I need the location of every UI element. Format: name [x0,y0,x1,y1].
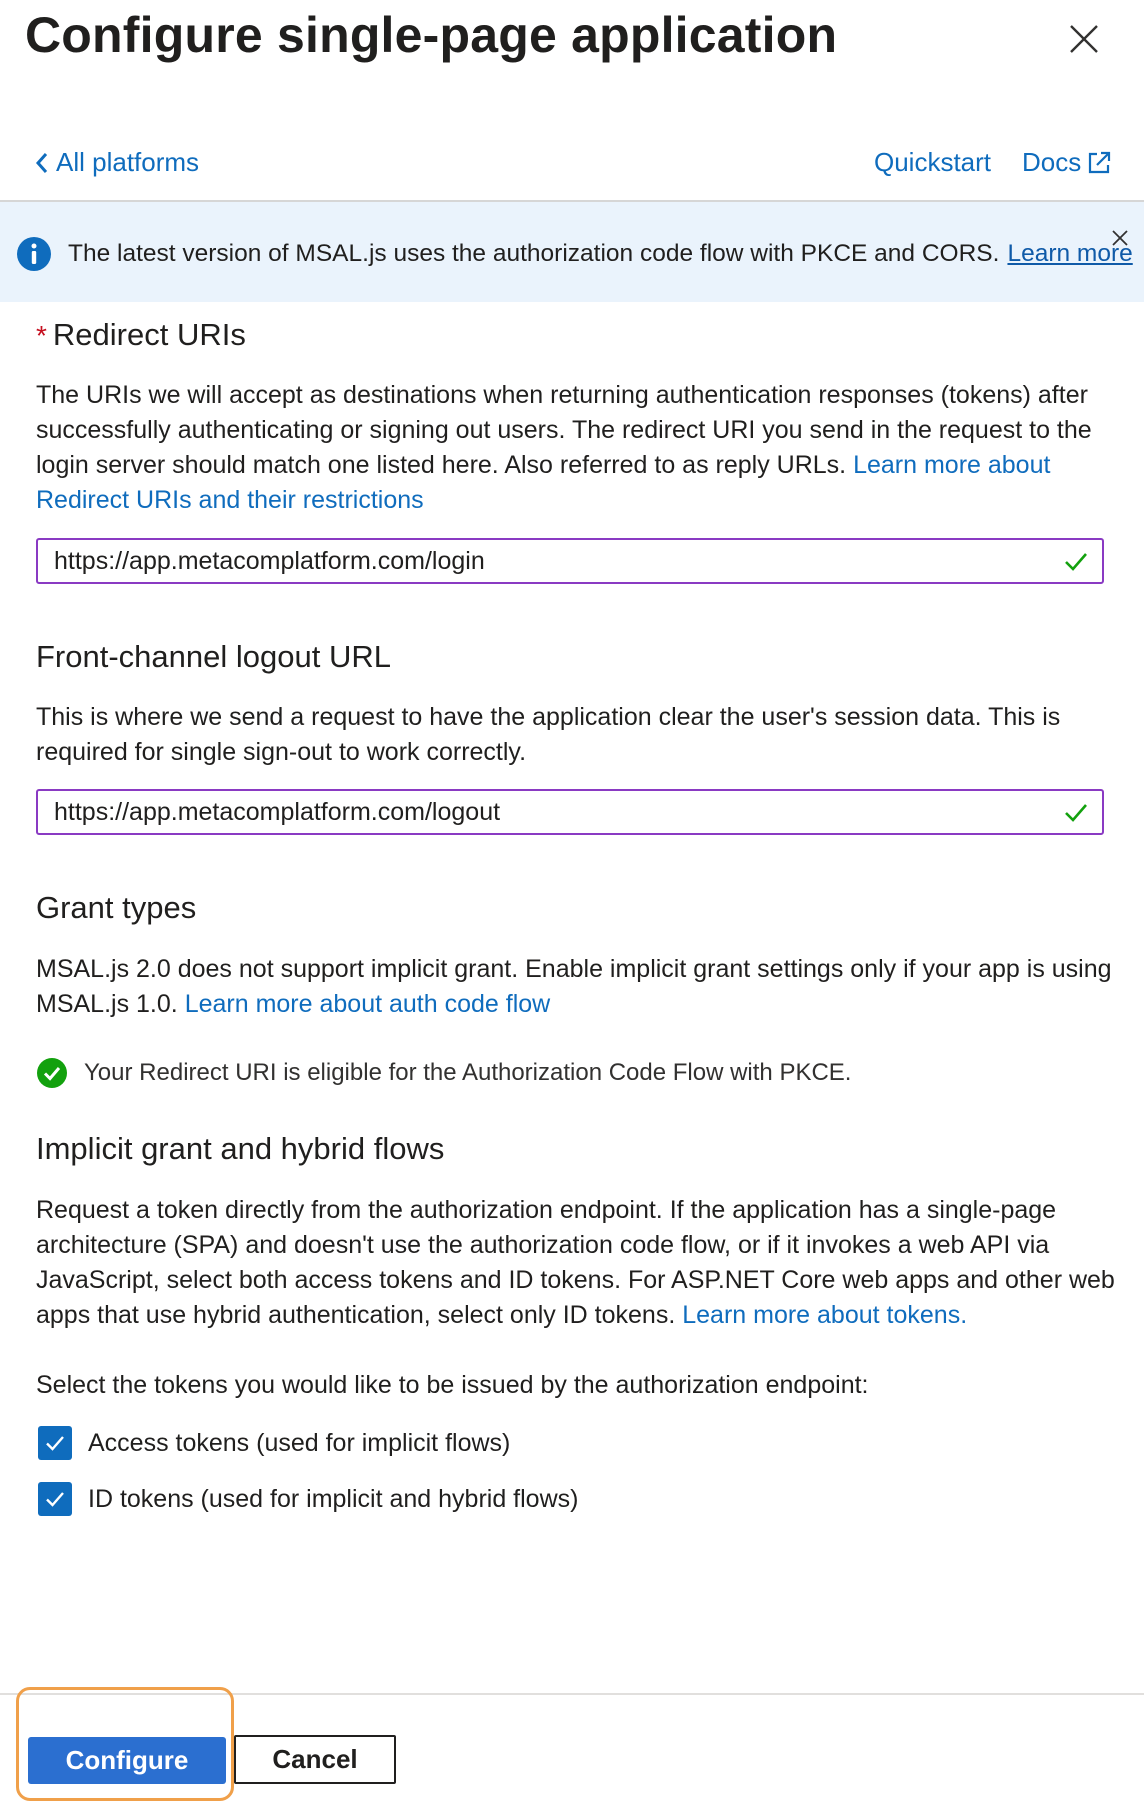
grant-types-description [36,952,1116,1022]
success-check-icon [36,1057,68,1089]
grant-types-heading: Grant types [36,890,197,925]
all-platforms-link[interactable] [34,147,199,178]
access-tokens-label: Access tokens (used for implicit flows) [88,1428,511,1457]
pkce-eligibility-message [36,1057,851,1089]
banner-learn-more-link[interactable]: Learn more [1007,240,1133,267]
logout-url-description: This is where we send a request to have the application clear the user's session data. This is required for single sign-out to work correctly. [36,703,1061,766]
redirect-uris-heading [36,317,246,353]
redirect-uris-title: Redirect URIs [52,317,246,352]
access-tokens-option[interactable] [38,1426,510,1460]
tokens-learn-more-link[interactable]: Learn more about tokens. [682,1301,968,1329]
close-icon[interactable] [1063,18,1105,60]
redirect-uris-learn-more-link[interactable]: Learn more about Redirect URIs and their restrictions [36,451,1051,514]
redirect-uri-field[interactable] [38,546,1062,577]
info-banner-text [68,240,1133,268]
valid-check-icon [1062,798,1090,826]
pkce-eligibility-text: Your Redirect URI is eligible for the Authorization Code Flow with PKCE. [84,1059,852,1086]
all-platforms-label: All platforms [56,147,200,177]
id-tokens-label: ID tokens (used for implicit and hybrid flows) [88,1484,579,1513]
checkmark-icon [44,1432,66,1454]
logout-url-field[interactable] [38,797,1062,828]
docs-link[interactable] [1022,147,1113,178]
logout-url-input[interactable] [36,789,1104,835]
grant-types-text: MSAL.js 2.0 does not support implicit grant. Enable implicit grant settings only if your app is using MSAL.js 1.0. [36,955,1112,1018]
token-select-prompt: Select the tokens you would like to be issued by the authorization endpoint: [36,1371,869,1399]
checkmark-icon [44,1488,66,1510]
redirect-uri-input[interactable] [36,538,1104,584]
implicit-grant-heading: Implicit grant and hybrid flows [36,1131,445,1166]
access-tokens-checkbox[interactable] [38,1426,72,1460]
banner-close-icon[interactable] [1108,226,1132,250]
docs-label: Docs [1022,147,1082,177]
page-title: Configure single-page application [25,7,838,63]
id-tokens-option[interactable] [38,1482,578,1516]
id-tokens-checkbox[interactable] [38,1482,72,1516]
logout-url-heading: Front-channel logout URL [36,639,391,674]
implicit-grant-text: Request a token directly from the authorization endpoint. If the application has a single-page architecture (SPA) and doesn't use the authorization code flow, or if it invokes a web API via JavaScript, select both access tokens and ID tokens. For ASP.NET Core web apps and other web apps that use hybrid authentication, select only ID tokens. [36,1196,1115,1329]
info-banner-message: The latest version of MSAL.js uses the authorization code flow with PKCE and CORS. [68,240,1000,267]
required-marker: * [36,320,47,351]
redirect-uris-description [36,378,1116,518]
quickstart-link[interactable]: Quickstart [874,147,992,177]
auth-code-flow-link[interactable]: Learn more about auth code flow [184,990,551,1018]
configure-button[interactable]: Configure [28,1737,226,1784]
valid-check-icon [1062,547,1090,575]
implicit-grant-description [36,1193,1116,1333]
redirect-uris-text: The URIs we will accept as destinations when returning authentication responses (tokens) after successfully authenticating or signing out users. The redirect URI you send in the request to the login server should match one listed here. Also referred to as reply URLs. [36,381,1092,479]
chevron-left-icon [34,152,50,174]
cancel-button[interactable]: Cancel [234,1735,396,1784]
info-icon [16,236,52,272]
external-link-icon [1085,149,1113,177]
